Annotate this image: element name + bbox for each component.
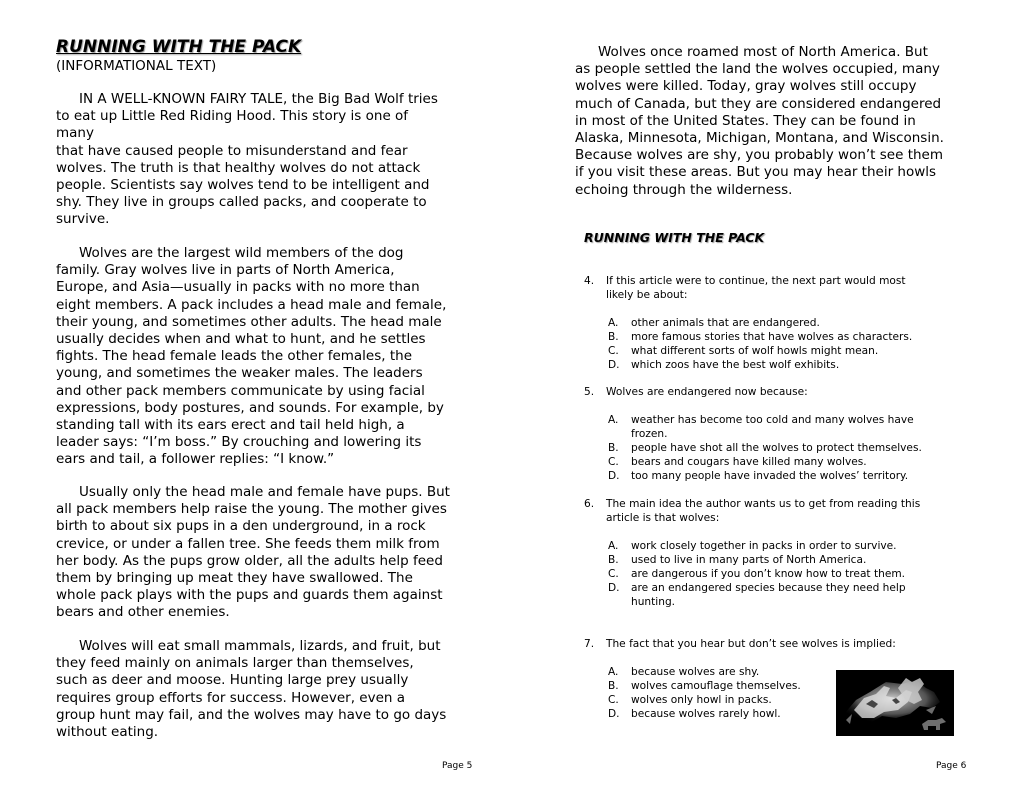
choice-text: bears and cougars have killed many wolves. [631,456,867,468]
question-stem: Wolves are endangered now because: [606,386,808,398]
paragraph-line: group hunt may fail, and the wolves may have to go days [56,706,447,723]
choice-text: which zoos have the best wolf exhibits. [631,359,840,371]
paragraph-line: requires group efforts for success. However, even a [56,689,406,706]
question-stem: The fact that you hear but don’t see wolves is implied: [606,638,896,650]
paragraph-line: Alaska, Minnesota, Michigan, Montana, and Wisconsin. [575,130,944,147]
choice-text: are dangerous if you don’t know how to treat them. [631,568,906,580]
answer-choice[interactable] [584,581,956,609]
paragraph-2 [56,245,476,469]
paragraph-line: whole pack plays with the pups and guards them against [56,587,443,604]
choice-text: work closely together in packs in order to survive. [631,540,897,552]
paragraph-line: leader says: “I’m boss.” By crouching and lowering its [56,434,422,451]
question-6 [584,497,956,609]
paragraph-line: expressions, body postures, and sounds. For example, by [56,399,444,416]
paragraph-line: to eat up Little Red Riding Hood. This story is one of [56,108,409,125]
choice-letter: C. [608,456,619,468]
choice-text: used to live in many parts of North America. [631,554,867,566]
paragraph-line: Wolves will eat small mammals, lizards, and fruit, but [79,638,441,654]
choice-text: are an endangered species because they need help [631,582,906,594]
question-stem: article is that wolves: [606,512,720,524]
paragraph-3 [56,484,476,622]
answer-choice[interactable] [584,455,956,469]
choice-letter: B. [608,331,619,343]
page-number-left: Page 5 [442,761,473,771]
questions-title: RUNNING WITH THE PACK [584,230,765,245]
choice-letter: A. [608,414,619,426]
wolf-pack-image [836,670,954,736]
choice-text: wolves camouflage themselves. [631,680,801,692]
paragraph-line: that have caused people to misunderstand and fear [56,142,408,159]
paragraph-line: Wolves are the largest wild members of the dog [79,245,404,261]
choice-text: wolves only howl in packs. [631,694,772,706]
choice-letter: D. [608,582,620,594]
answer-choice[interactable] [584,358,956,372]
answer-choice[interactable] [584,469,956,483]
choice-letter: B. [608,442,619,454]
article-title: RUNNING WITH THE PACK [56,37,302,57]
paragraph-line: they feed mainly on animals larger than themselves, [56,655,414,672]
paragraph-line: young, and sometimes the weaker males. The leaders [56,365,423,382]
choice-text: too many people have invaded the wolves’ territory. [631,470,909,482]
question-number: 5. [584,386,595,398]
choice-text: weather has become too cold and many wolves have [631,414,914,426]
choice-letter: B. [608,680,619,692]
paragraph-line: such as deer and moose. Hunting large prey usually [56,672,409,689]
answer-choice[interactable] [584,330,956,344]
paragraph-line: ears and tail, a follower replies: “I know.” [56,451,335,468]
paragraph-1 [56,91,476,229]
question-stem: If this article were to continue, the next part would most [606,275,906,287]
question-number: 7. [584,638,595,650]
question-5 [584,385,956,483]
paragraph-line: all pack members help raise the young. The mother gives [56,501,447,518]
paragraph-line: birth to about six pups in a den underground, in a rock [56,518,426,535]
paragraph-line: as people settled the land the wolves occupied, many [575,61,940,78]
paragraph-line: usually decides when and what to hunt, and he settles [56,331,426,348]
choice-letter: C. [608,694,619,706]
choice-text: more famous stories that have wolves as characters. [631,331,913,343]
paragraph-line: shy. They live in groups called packs, and cooperate to [56,194,427,211]
paragraph-line: family. Gray wolves live in parts of North America, [56,262,395,279]
paragraph-line: eight members. A pack includes a head male and female, [56,296,447,313]
choice-text: people have shot all the wolves to protect themselves. [631,442,922,454]
paragraph-line: wolves were killed. Today, gray wolves still occupy [575,78,917,95]
paragraph-line: standing tall with its ears erect and tail held high, a [56,417,405,434]
answer-choice[interactable] [584,539,956,553]
choice-text: because wolves rarely howl. [631,708,781,720]
question-number: 6. [584,498,595,510]
paragraph-5 [575,44,995,199]
choice-letter: D. [608,708,620,720]
choice-letter: C. [608,345,619,357]
question-number: 4. [584,275,595,287]
answer-choice[interactable] [584,441,956,455]
choice-text: frozen. [631,428,668,440]
choice-letter: D. [608,470,620,482]
answer-choice[interactable] [584,553,956,567]
answer-choice[interactable] [584,316,956,330]
choice-letter: B. [608,554,619,566]
question-4 [584,274,956,372]
question-stem: likely be about: [606,289,688,301]
paragraph-line: Because wolves are shy, you probably won’t see them [575,147,944,164]
paragraph-line: Usually only the head male and female have pups. But [79,484,450,500]
paragraph-line: wolves. The truth is that healthy wolves do not attack [56,159,421,176]
choice-text: hunting. [631,596,676,608]
paragraph-line: IN A WELL-KNOWN FAIRY TALE, the Big Bad Wolf tries [79,91,438,107]
paragraph-line: them by bringing up meat they have swallowed. The [56,570,413,587]
paragraph-line: many [56,125,94,142]
paragraph-line: in most of the United States. They can be found in [575,112,916,129]
paragraph-4 [56,638,476,741]
choice-text: what different sorts of wolf howls might mean. [631,345,879,357]
paragraph-line: much of Canada, but they are considered endangered [575,95,942,112]
paragraph-line: without eating. [56,724,159,741]
paragraph-line: and other pack members communicate by using facial [56,382,425,399]
answer-choice[interactable] [584,413,956,441]
paragraph-line: Europe, and Asia—usually in packs with no more than [56,279,420,296]
choice-text: because wolves are shy. [631,666,760,678]
paragraph-line: bears and other enemies. [56,604,230,621]
choice-letter: A. [608,540,619,552]
paragraph-line: her body. As the pups grow older, all the adults help feed [56,552,443,569]
paragraph-line: if you visit these areas. But you may hear their howls [575,164,937,181]
answer-choice[interactable] [584,344,956,358]
choice-letter: A. [608,666,619,678]
answer-choice[interactable] [584,567,956,581]
choice-text: other animals that are endangered. [631,317,820,329]
question-stem: The main idea the author wants us to get from reading this [606,498,921,510]
page-number-right: Page 6 [936,761,967,771]
paragraph-line: Wolves once roamed most of North America. But [598,44,928,60]
article-subtitle: (INFORMATIONAL TEXT) [56,58,217,74]
choice-letter: A. [608,317,619,329]
choice-letter: C. [608,568,619,580]
paragraph-line: fights. The head female leads the other females, the [56,348,412,365]
paragraph-line: echoing through the wilderness. [575,181,793,198]
choice-letter: D. [608,359,620,371]
paragraph-line: people. Scientists say wolves tend to be intelligent and [56,177,430,194]
paragraph-line: their young, and sometimes other adults. The head male [56,313,442,330]
paragraph-line: survive. [56,211,110,228]
paragraph-line: crevice, or under a fallen tree. She feeds them milk from [56,535,440,552]
